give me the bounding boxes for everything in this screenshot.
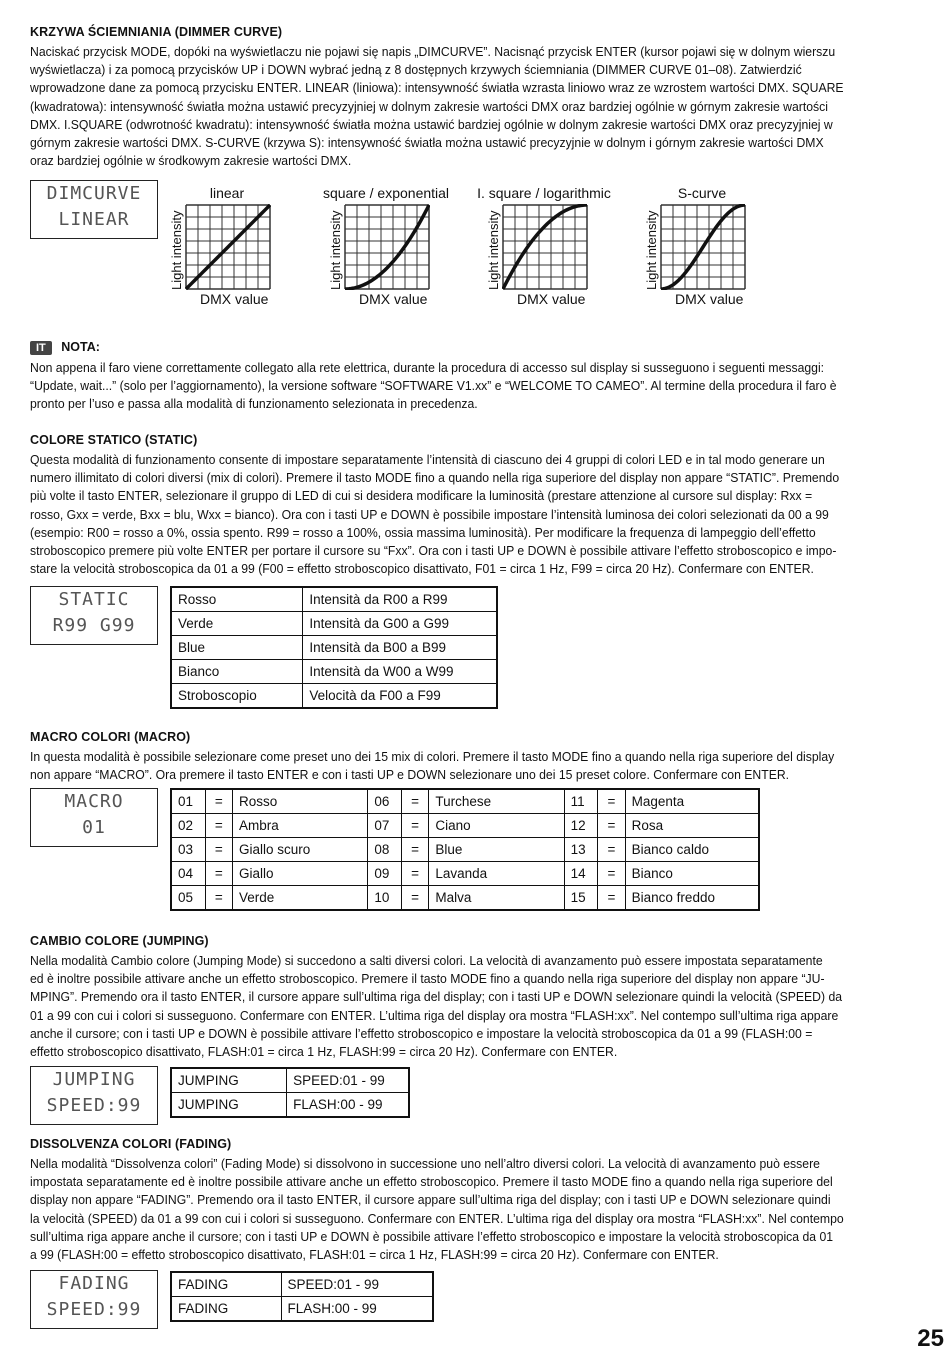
table-cell: 05	[171, 886, 205, 911]
text-line: Non appena il faro viene correttamente collegato alla rete elettrica, durante la procedura di accesso sul display si susseguono i seguenti messaggi:	[30, 360, 825, 375]
table-cell: =	[401, 862, 428, 886]
table-cell: 13	[564, 838, 598, 862]
nota-title: NOTA:	[61, 340, 100, 354]
table-cell: =	[205, 838, 232, 862]
table-cell: Bianco freddo	[625, 886, 759, 911]
text-line: oraz bardziej ogólnie w środkowym zakresie wartości DMX.	[30, 153, 352, 169]
table-row	[171, 814, 759, 838]
text-line: stare la velocità stroboscopica da 01 a 99 (F00 = effetto stroboscopico disattivato, F01 = circa 1 Hz, F99 = circa 20 Hz). Confermare con ENTER.	[30, 561, 814, 577]
table-cell: Magenta	[625, 789, 759, 814]
text-line: Nella modalità Cambio colore (Jumping Mode) si succedono a salti diversi colori. La velocità di avanzamento può essere impostata separatamente	[30, 953, 823, 968]
table-cell: =	[598, 886, 625, 911]
table-cell: Intensità da B00 a B99	[303, 636, 497, 660]
table-row	[171, 886, 759, 911]
table-cell: 08	[368, 838, 402, 862]
lcd-display-static	[30, 586, 158, 645]
fading-table	[170, 1271, 434, 1322]
x-axis-label: DMX value	[200, 291, 269, 307]
lcd-display-macro	[30, 788, 158, 847]
table-cell: Blue	[171, 636, 303, 660]
dimmer-curve-graph	[344, 204, 430, 290]
graph-title: linear	[209, 185, 245, 201]
text-line: più volte il tasto ENTER, selezionare il gruppo di LED di cui si desidera modificare la luminosità (prestare attenzione al cursore sul display: Rxx =	[30, 488, 813, 504]
lcd-line-1: FADING	[58, 1273, 130, 1294]
table-cell: Malva	[429, 886, 564, 911]
section-body-static	[30, 451, 891, 578]
table-row	[171, 587, 497, 612]
table-cell: 02	[171, 814, 205, 838]
table-cell: SPEED:01 - 99	[287, 1068, 409, 1093]
section-title-static: COLORE STATICO (STATIC)	[30, 433, 198, 447]
text-line: stroboscopico premere più volte ENTER per portare il cursore su “Fxx”. Ora con i tasti UP e DOWN è possibile attivare l’effetto stroboscopico e impo-	[30, 543, 837, 559]
table-cell: Bianco	[625, 862, 759, 886]
table-cell: Intensità da G00 a G99	[303, 612, 497, 636]
text-line: (esempio: R00 = rosso a 0%, ossia spento. R99 = rosso a 100%, ossia massima luminosità). Per modificare la frequenza di lampeggio dell’effetto	[30, 524, 816, 540]
table-cell: Intensità da W00 a W99	[303, 660, 497, 684]
table-cell: Lavanda	[429, 862, 564, 886]
lcd-line-2: SPEED:99	[46, 1095, 142, 1116]
section-title-macro: MACRO COLORI (MACRO)	[30, 730, 191, 744]
table-cell: FLASH:00 - 99	[287, 1093, 409, 1118]
table-cell: JUMPING	[171, 1068, 287, 1093]
lcd-line-2: R99 G99	[52, 615, 136, 636]
text-line: a 99 (FLASH:00 = effetto stroboscopico disattivato, FLASH:01 = circa 1 Hz, FLASH:99 = circa 20 Hz). Confermare con ENTER.	[30, 1247, 719, 1263]
table-cell: 03	[171, 838, 205, 862]
dimmer-curve-graph	[660, 204, 746, 290]
table-cell: Velocità da F00 a F99	[303, 684, 497, 709]
jumping-table	[170, 1067, 410, 1118]
lcd-line-2: 01	[82, 817, 106, 838]
lcd-line-2: SPEED:99	[46, 1299, 142, 1320]
graph-title: I. square / logarithmic	[477, 185, 611, 201]
text-line: DMX. I.SQUARE (odwrotność kwadratu): intensywność światła można ustawić bardziej ogólnie w dolnym zakresie wartości DMX oraz precyzyjniej w	[30, 116, 833, 132]
text-line: Naciskać przycisk MODE, dopóki na wyświetlaczu nie pojawi się napis „DIMCURVE”. Nacisnąć przycisk ENTER (kursor pojawi się w dolnym wierszu	[30, 44, 836, 59]
static-table	[170, 586, 498, 709]
text-line: rosso, Gxx = verde, Bxx = blu, Wxx = bianco). Ora con i tasti UP e DOWN è possibile impostare l’intensità luminosa dei colori selezionati da 00 a 99	[30, 506, 829, 522]
nota-heading	[30, 340, 100, 354]
lcd-line-1: DIMCURVE	[46, 183, 142, 204]
table-cell: Verde	[171, 612, 303, 636]
table-cell: =	[205, 814, 232, 838]
section-title-fading: DISSOLVENZA COLORI (FADING)	[30, 1137, 232, 1151]
section-body-jumping	[30, 952, 894, 1061]
text-line: MPING”. Premendo ora il tasto ENTER, il cursore appare sull’ultima riga del display; con i tasti UP e DOWN selezionare quindi la velocità (SPEED) da	[30, 989, 843, 1005]
table-cell: Verde	[233, 886, 368, 911]
table-row	[171, 1068, 409, 1093]
x-axis-label: DMX value	[359, 291, 428, 307]
text-line: sull’ultima riga appare anche il cursore; con i tasti UP e DOWN è possibile attivare l’effetto stroboscopico e impostare la velocità stroboscopica da 01	[30, 1228, 834, 1244]
graph-title: S-curve	[677, 185, 727, 201]
section-title-dimmer-curve: KRZYWA ŚCIEMNIANIA (DIMMER CURVE)	[30, 25, 283, 39]
table-cell: =	[401, 814, 428, 838]
curve-line	[345, 205, 429, 289]
table-cell: =	[205, 886, 232, 911]
table-cell: Stroboscopio	[171, 684, 303, 709]
y-axis-label: Light intensity	[328, 210, 343, 290]
table-cell: Ambra	[233, 814, 368, 838]
table-cell: =	[401, 838, 428, 862]
table-cell: Bianco caldo	[625, 838, 759, 862]
table-cell: =	[205, 862, 232, 886]
text-line: Questa modalità di funzionamento consente di impostare separatamente l’intensità di ciascuno dei 4 gruppi di colori LED e in tal modo generare un	[30, 452, 825, 467]
table-cell: =	[401, 789, 428, 814]
table-row	[171, 862, 759, 886]
text-line: anche il cursore; con i tasti UP e DOWN è possibile attivare l’effetto stroboscopico e impostare la velocità stroboscopica da 01 a 99 (FLASH:00 =	[30, 1025, 813, 1041]
table-cell: 09	[368, 862, 402, 886]
table-cell: Bianco	[171, 660, 303, 684]
table-cell: =	[598, 814, 625, 838]
text-line: wprowadzone dane za pomocą przycisku ENTER. LINEAR (liniowa): intensywność światła wzrasta liniowo wraz ze wzrostem wartości DMX. SQUARE	[30, 80, 844, 96]
table-cell: 15	[564, 886, 598, 911]
table-cell: =	[598, 789, 625, 814]
section-body-dimmer-curve	[30, 43, 896, 170]
table-cell: =	[598, 838, 625, 862]
table-cell: 14	[564, 862, 598, 886]
text-line: numero illimitato di colori diversi (mix di colori). Premere il tasto MODE fino a quando nella riga superiore del display non appare “STATIC”. Premendo	[30, 470, 840, 486]
table-cell: 12	[564, 814, 598, 838]
lcd-display-dimcurve	[30, 180, 158, 239]
lcd-display-fading	[30, 1270, 158, 1329]
table-cell: 06	[368, 789, 402, 814]
table-cell: Giallo scuro	[233, 838, 368, 862]
lcd-line-1: STATIC	[58, 589, 130, 610]
y-axis-label: Light intensity	[169, 210, 184, 290]
text-line: wyświetlacza) i za pomocą przycisków UP i DOWN wybrać jedną z 8 dostępnych krzywych ściemniania (DIMMER CURVE 01–08). Zatwierdzić	[30, 62, 802, 78]
section-body-macro	[30, 748, 886, 784]
table-row	[171, 1297, 433, 1322]
text-line: effetto stroboscopico disattivato, FLASH:01 = circa 1 Hz, FLASH:99 = circa 20 Hz). Confermare con ENTER.	[30, 1044, 618, 1060]
table-cell: 01	[171, 789, 205, 814]
table-cell: 07	[368, 814, 402, 838]
text-line: display non appare “FADING”. Premendo ora il tasto ENTER, il cursore appare sull’ultima riga del display; con i tasti UP e DOWN selezionare quindi	[30, 1192, 831, 1208]
table-cell: =	[598, 862, 625, 886]
table-cell: Intensità da R00 a R99	[303, 587, 497, 612]
table-row	[171, 838, 759, 862]
y-axis-label: Light intensity	[644, 210, 659, 290]
lcd-display-jumping	[30, 1066, 158, 1125]
text-line: impostata separatamente ed è inoltre possibile attivare anche un effetto stroboscopico. Premere il tasto MODE fino a quando nella riga superiore del	[30, 1174, 833, 1190]
text-line: la velocità (SPEED) da 01 a 99 con cui i colori si susseguono. Confermare con ENTER. L’ultima riga del display ora mostra “FLASH:xx”. Nel contempo	[30, 1210, 844, 1226]
table-row	[171, 789, 759, 814]
table-row	[171, 684, 497, 709]
table-cell: 10	[368, 886, 402, 911]
table-row	[171, 1272, 433, 1297]
text-line: pronto per l’uso e passa alla modalità di funzionamento selezionata in precedenza.	[30, 396, 478, 412]
table-cell: Rosso	[171, 587, 303, 612]
text-line: In questa modalità è possibile selezionare come preset uno dei 15 mix di colori. Premere il tasto MODE fino a quando nella riga superiore del display	[30, 749, 835, 764]
table-cell: 04	[171, 862, 205, 886]
table-row	[171, 612, 497, 636]
graph-title: square / exponential	[322, 185, 450, 201]
page-number: 25	[917, 1325, 944, 1352]
table-cell: Rosso	[233, 789, 368, 814]
text-line: “Update, wait...” (solo per l’aggiornamento), la versione software “SOFTWARE V1.xx” e “WELCOME TO CAMEO”. Al termine della procedura il faro è	[30, 378, 837, 394]
dimmer-curve-graph	[185, 204, 271, 290]
lcd-line-2: LINEAR	[58, 209, 130, 230]
table-cell: =	[205, 789, 232, 814]
section-body-fading	[30, 1155, 896, 1264]
table-row	[171, 660, 497, 684]
table-cell: =	[401, 886, 428, 911]
curve-line	[503, 205, 587, 289]
table-cell: Giallo	[233, 862, 368, 886]
text-line: ed è inoltre possibile attivare anche un effetto stroboscopico. Premere il tasto MODE fino a quando nella riga superiore del display non appare “JU-	[30, 971, 825, 987]
table-cell: Blue	[429, 838, 564, 862]
curve-line	[661, 205, 745, 289]
section-title-jumping: CAMBIO COLORE (JUMPING)	[30, 934, 209, 948]
table-cell: SPEED:01 - 99	[281, 1272, 433, 1297]
text-line: Nella modalità “Dissolvenza colori” (Fading Mode) si dissolvono in successione uno nell’altro diversi colori. La velocità di avanzamento può essere	[30, 1156, 820, 1171]
text-line: górnym zakresie wartości DMX. S-CURVE (krzywa S): intensywność światła można ustawić precyzyjnie w dolnym i górnym zakresie wartości DMX	[30, 135, 824, 151]
table-cell: JUMPING	[171, 1093, 287, 1118]
curve-line	[186, 205, 270, 289]
table-cell: FADING	[171, 1272, 281, 1297]
y-axis-label: Light intensity	[486, 210, 501, 290]
table-cell: 11	[564, 789, 598, 814]
x-axis-label: DMX value	[675, 291, 744, 307]
dimmer-curve-graph	[502, 204, 588, 290]
table-cell: Turchese	[429, 789, 564, 814]
nota-body	[30, 359, 888, 414]
text-line: (kwadratowa): intensywność światła można ustawić precyzyjniej w dolnym zakresie wartości DMX oraz bardziej ogólnie w górnym zakresie wartości	[30, 98, 829, 114]
table-cell: FADING	[171, 1297, 281, 1322]
x-axis-label: DMX value	[517, 291, 586, 307]
text-line: non appare “MACRO”. Ora premere il tasto ENTER e con i tasti UP e DOWN selezionare uno dei 15 preset colore. Confermare con ENTER.	[30, 767, 790, 783]
language-badge-it: IT	[30, 341, 52, 355]
text-line: 01 a 99 con cui i colori si susseguono. Confermare con ENTER. L’ultima riga del display ora mostra “FLASH:xx”. Nel contempo sull’ultima riga appare	[30, 1007, 839, 1023]
table-cell: Rosa	[625, 814, 759, 838]
lcd-line-1: MACRO	[64, 791, 124, 812]
lcd-line-1: JUMPING	[52, 1069, 136, 1090]
table-row	[171, 1093, 409, 1118]
table-cell: FLASH:00 - 99	[281, 1297, 433, 1322]
table-row	[171, 636, 497, 660]
macro-table	[170, 788, 760, 911]
table-cell: Ciano	[429, 814, 564, 838]
